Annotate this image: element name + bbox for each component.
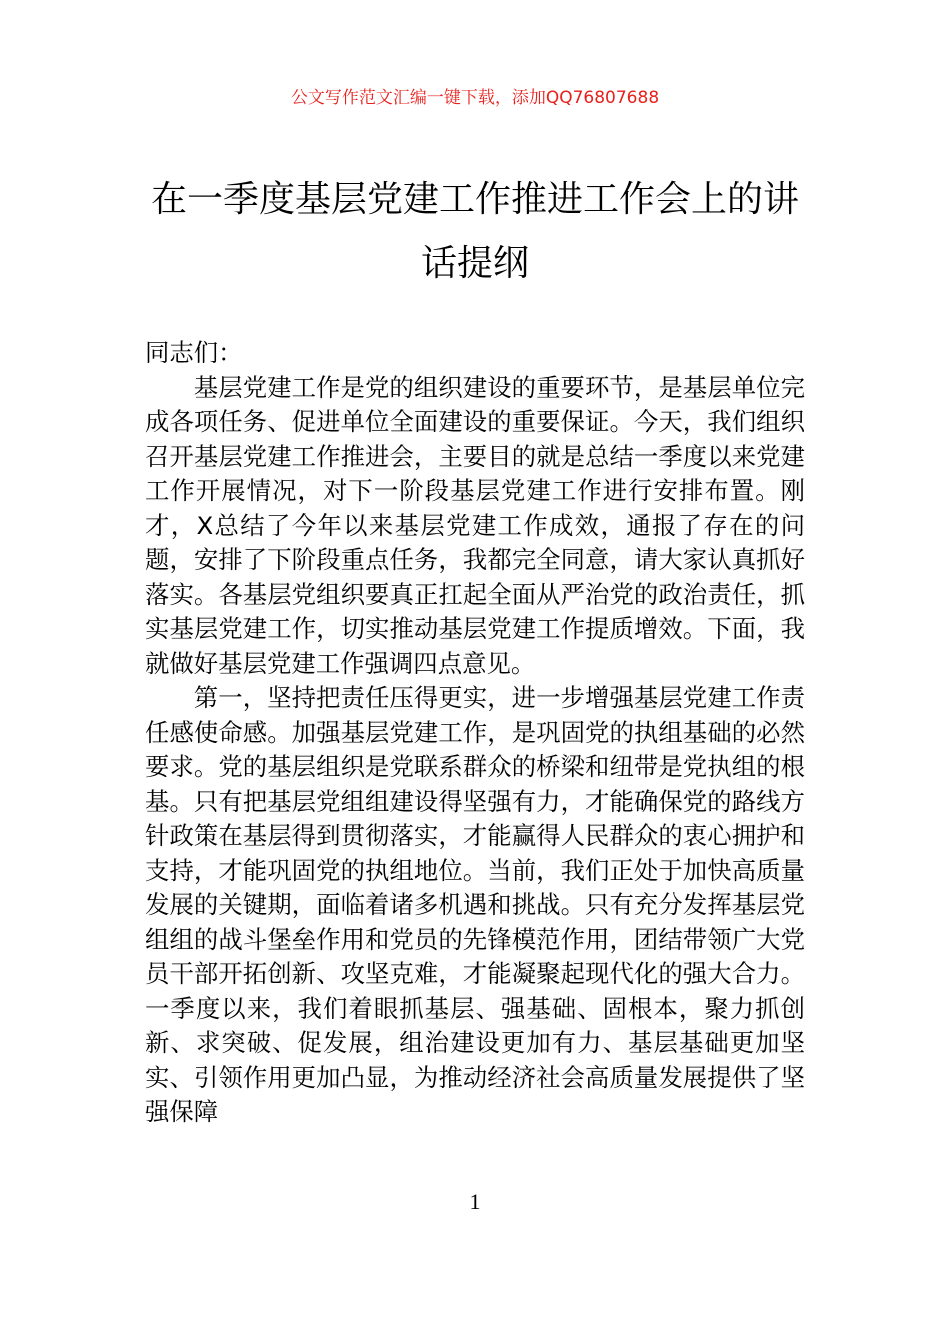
salutation: 同志们： xyxy=(145,338,243,367)
body-paragraph: 第一，坚持把责任压得更实，进一步增强基层党建工作责任感使命感。加强基层党建工作，是巩固党的执组基础的必然要求。党的基层组织是党联系群众的桥梁和纽带是党执组的根基。只有把基层党组组建设得坚强有力，才能确保党的路线方针政策在基层得到贯彻落实，才能赢得人民群众的衷心拥护和支持，才能巩固党的执组地位。当前，我们正处于加快高质量发展的关键期，面临着诸多机遇和挑战。只有充分发挥基层党组组的战斗堡垒作用和党员的先锋模范作用，团结带领广大党员干部开拓创新、攻坚克难，才能凝聚起现代化的强大合力。一季度以来，我们着眼抓基层、强基础、固根本，聚力抓创新、求突破、促发展，组治建设更加有力、基层基础更加坚实、引领作用更加凸显，为推动经济社会高质量发展提供了坚强保障 xyxy=(145,683,805,1126)
download-banner: 公文写作范文汇编一键下载，添加QQ76807688 xyxy=(290,88,660,108)
body-paragraph: 基层党建工作是党的组织建设的重要环节，是基层单位完成各项任务、促进单位全面建设的重要保证。今天，我们组织召开基层党建工作推进会，主要目的就是总结一季度以来党建工作开展情况，对下一阶段基层党建工作进行安排布置。刚才，X总结了今年以来基层党建工作成效，通报了存在的问题，安排了下阶段重点任务，我都完全同意，请大家认真抓好落实。各基层党组织要真正扛起全面从严治党的政治责任，抓实基层党建工作，切实推动基层党建工作提质增效。下面，我就做好基层党建工作强调四点意见。 xyxy=(145,372,805,678)
document-title: 在一季度基层党建工作推进工作会上的讲话提纲 xyxy=(150,179,799,284)
page-number: 1 xyxy=(469,1189,481,1214)
document-body xyxy=(145,336,805,1130)
